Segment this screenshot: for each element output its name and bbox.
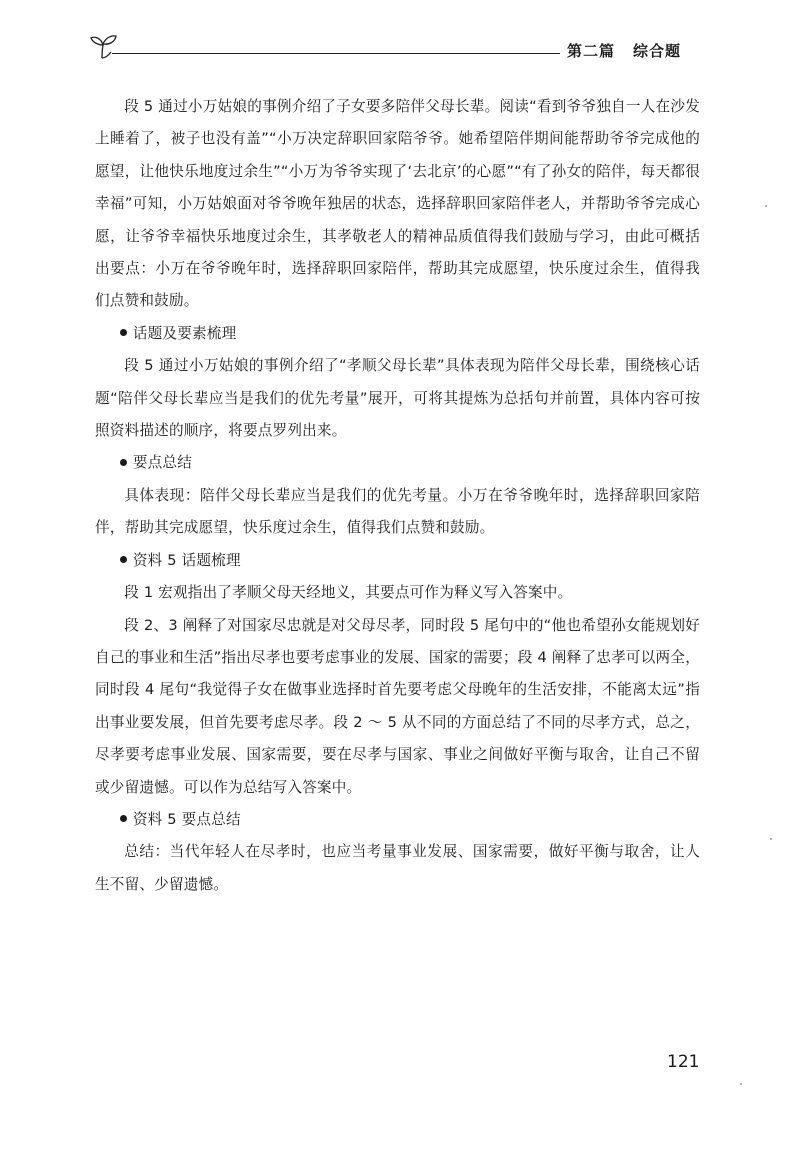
- bullet-icon: [120, 329, 127, 336]
- bullet-icon: [120, 459, 127, 466]
- bullet-icon: [120, 815, 127, 822]
- sprout-icon: [86, 32, 120, 60]
- heading-text: 资料 5 要点总结: [132, 810, 241, 828]
- header-section: 综合题: [633, 42, 682, 60]
- bullet-icon: [120, 556, 127, 563]
- running-header: [0, 0, 800, 70]
- scan-speck: [740, 1083, 742, 1085]
- body-paragraph-4: 段 1 宏观指出了孝顺父母天经地义，其要点可作为释义写入答案中。: [124, 584, 573, 602]
- header-part: 第二篇: [567, 42, 616, 60]
- page-number: 121: [667, 1052, 700, 1072]
- body-paragraph-6: 总结：当代年轻人在尽孝时，也应当考量事业发展、国家需要，做好平衡与取舍，让人生不留、少留遗憾。: [95, 843, 700, 893]
- body-paragraph-5: 段 2、3 阐释了对国家尽忠就是对父母尽孝，同时段 5 尾句中的“他也希望孙女能规划好自己的事业和生活”指出尽孝也要考虑事业的发展、国家的需要；段 4 阐释了忠孝可以两全，同时段 4 尾句“我觉得子女在做事业选择时首先要考虑父母晚年的生活安排，不能离太远”指出事业要发展，但首先要考虑尽孝。段 2 ～ 5 从不同的方面总结了不同的尽孝方式，总之，尽孝要考虑事业发展、国家需要，要在尽孝与国家、事业之间做好平衡与取舍，让自己不留或少留遗憾。可以作为总结写入答案中。: [95, 616, 700, 796]
- section-heading-topic-elements: [95, 318, 700, 350]
- body-paragraph-3: 具体表现：陪伴父母长辈应当是我们的优先考量。小万在爷爷晚年时，选择辞职回家陪伴，帮助其完成愿望，快乐度过余生，值得我们点赞和鼓励。: [95, 486, 700, 537]
- body-paragraph-2: 段 5 通过小万姑娘的事例介绍了“孝顺父母长辈”具体表现为陪伴父母长辈，围绕核心话题“陪伴父母长辈应当是我们的优先考量”展开，可将其提炼为总括句并前置，具体内容可按照资料描述的顺序，将要点罗列出来。: [95, 357, 700, 440]
- section-heading-material5-summary: [95, 804, 700, 836]
- heading-text: 要点总结: [132, 454, 192, 472]
- section-heading-key-points: [95, 447, 700, 479]
- scan-speck: [770, 838, 772, 840]
- body-paragraph-1: 段 5 通过小万姑娘的事例介绍了子女要多陪伴父母长辈。阅读“看到爷爷独自一人在沙发上睡着了，被子也没有盖”“小万决定辞职回家陪爷爷。她希望陪伴期间能帮助爷爷完成他的愿望，让他快乐地度过余生”“小万为爷爷实现了‘去北京’的心愿”“有了孙女的陪伴，每天都很幸福”可知，小万姑娘面对爷爷晚年独居的状态，选择辞职回家陪伴老人，并帮助爷爷完成心愿，让爷爷幸福快乐地度过余生，其孝敬老人的精神品质值得我们鼓励与学习，由此可概括出要点：小万在爷爷晚年时，选择辞职回家陪伴，帮助其完成愿望，快乐度过余生，值得我们点赞和鼓励。: [95, 98, 700, 310]
- header-rule: [112, 53, 560, 54]
- main-content: [95, 91, 700, 901]
- heading-text: 话题及要素梳理: [132, 324, 237, 342]
- section-heading-material5-topic: [95, 545, 700, 577]
- heading-text: 资料 5 话题梳理: [132, 551, 241, 569]
- scan-speck: [765, 205, 767, 207]
- header-title: [567, 40, 681, 61]
